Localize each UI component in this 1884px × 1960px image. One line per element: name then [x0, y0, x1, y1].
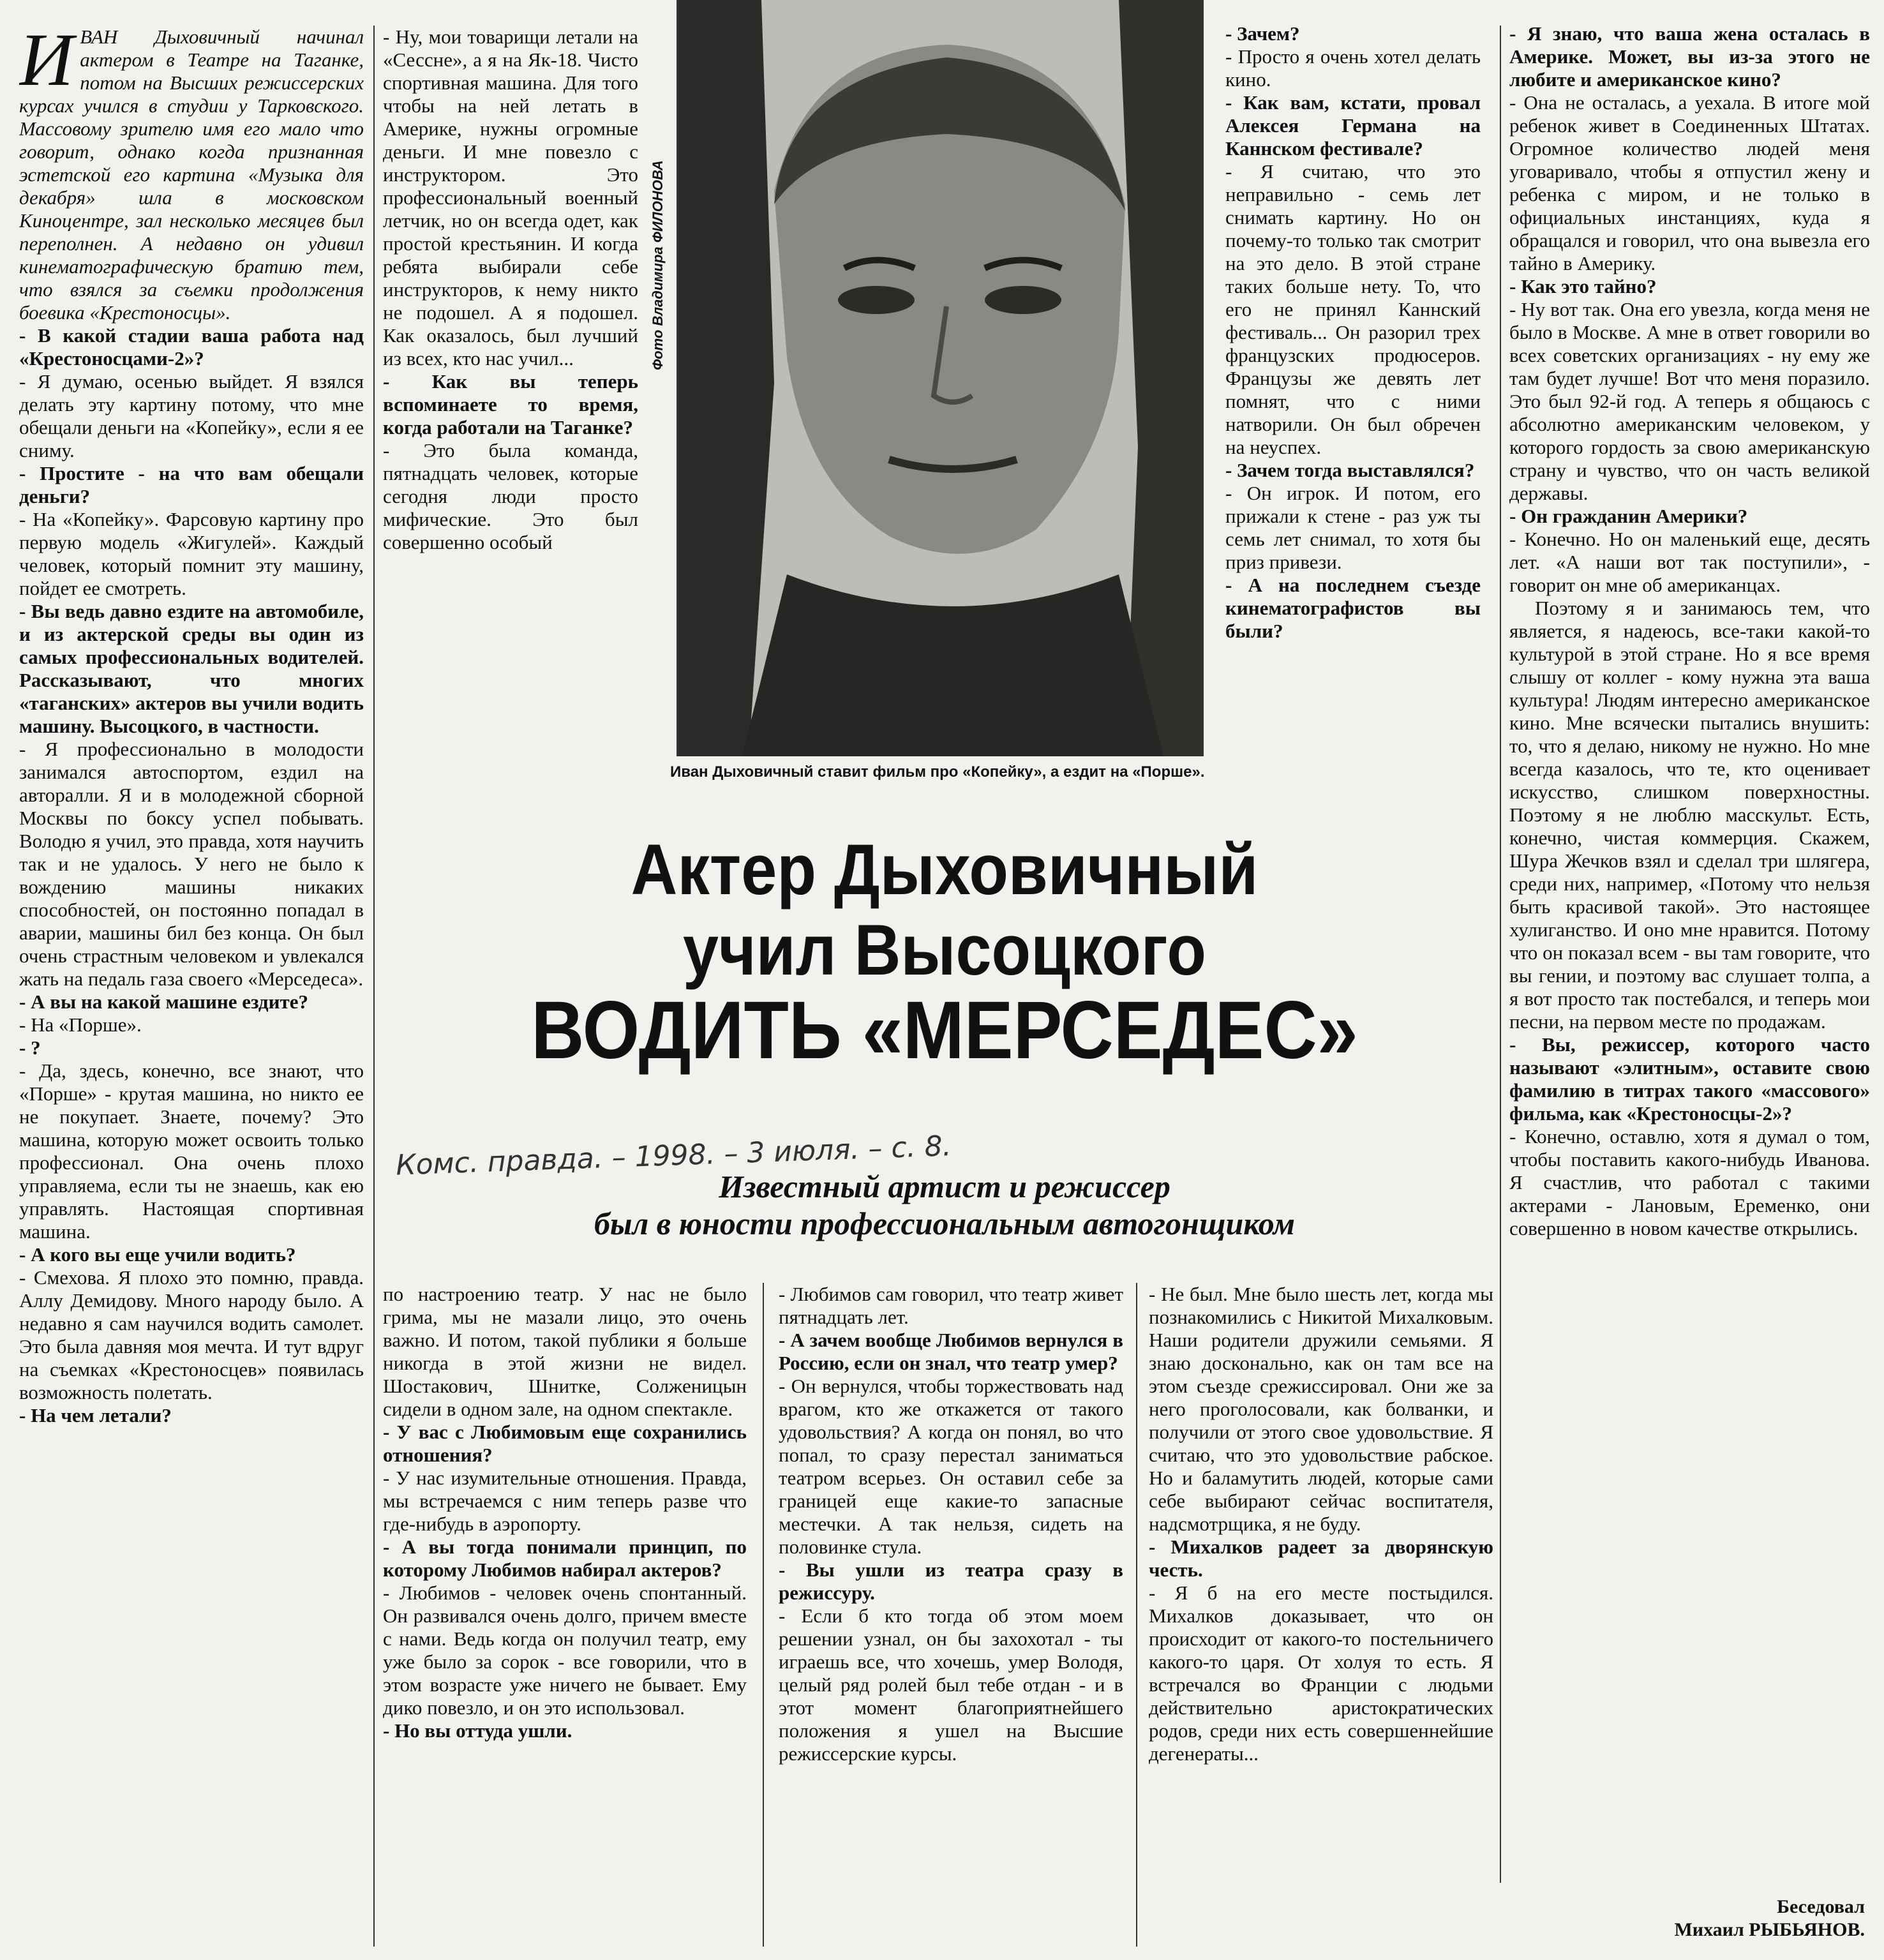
question: - Он гражданин Америки?	[1509, 505, 1748, 527]
intro-paragraph: ВАН Дыховичный начинал актером в Театре на Таганке, потом на Высших режиссерских курсах учился в студии у Тарковского. Массовому зрителю имя его мало что говорит, однако когда признанная эстетской его картина «Музыка для декабря» шла в московском Киноцентре, зал несколько месяцев был переполнен. А недавно он удивил кинематографическую братию тем, что взялся за съемки продолжения боевика «Крестоносцы».	[19, 26, 364, 324]
dropcap: И	[19, 26, 74, 101]
answer: - Ну, мои товарищи летали на «Сессне», а я на Як-18. Чисто спортивная машина. Для того чтобы на ней летать в Америке, нужны огромные деньги. И мне повезло с инструктором. Это профессиональный военный летчик, но он всегда одет, как простой крестьянин. И когда ребята выбирали себе инструкторов, к нему никто не подошел. А я подошел. Как оказалось, был лучший из всех, кто нас учил...	[383, 26, 638, 370]
column-1	[19, 26, 364, 1953]
column-rule	[1500, 26, 1501, 1883]
question: - ?	[19, 1036, 41, 1059]
answer: - Это была команда, пятнадцать человек, которые сегодня люди просто мифические. Это был совершенно особый	[383, 439, 638, 553]
column-2-lower	[383, 1283, 747, 1953]
answer: - Она не осталась, а уехала. В итоге мой ребенок живет в Соединенных Штатах. Огромное количество людей меня уговаривало, чтобы я отпустил жену и ребенка с миром, и не только в официальных инстанциях, куда я обращался и говорил, что она вывезла его тайно в Америку.	[1509, 91, 1870, 274]
column-rule	[1136, 1283, 1137, 1947]
question: - У вас с Любимовым еще сохранились отношения?	[383, 1421, 747, 1466]
question: - Простите - на что вам обещали деньги?	[19, 462, 364, 507]
question: - В какой стадии ваша работа над «Крестоносцами-2»?	[19, 324, 364, 370]
headline-line-1: Актер Дыховичный	[631, 830, 1259, 909]
signature-line-2: Михаил РЫБЬЯНОВ.	[1674, 1919, 1865, 1940]
portrait-photo	[677, 0, 1204, 756]
answer: - Я думаю, осенью выйдет. Я взялся делать эту картину потому, что мне обещали деньги на «Копейку», если я ее сниму.	[19, 370, 364, 461]
question: - Вы ушли из театра сразу в режиссуру.	[779, 1559, 1123, 1604]
question: - А зачем вообще Любимов вернулся в Россию, если он знал, что театр умер?	[779, 1329, 1123, 1374]
handwritten-note: Комс. правда. – 1998. – 3 июля. – с. 8.	[395, 1130, 952, 1182]
question: - Как вам, кстати, провал Алексея Германа на Каннском фестивале?	[1225, 91, 1481, 160]
answer: - Конечно, оставлю, хотя я думал о том, чтобы поставить какого-нибудь Иванова. Я счастлив, что работал с такими актерами - Лановым, Еременко, они совершенно в новом качестве открылись.	[1509, 1125, 1870, 1239]
answer: - Да, здесь, конечно, все знают, что «Порше» - крутая машина, но никто ее не покупает. Знаете, почему? Это машина, которую может освоить только профессионал. Она очень плохо управляема, если ты не знаешь, как ею управлять. Настоящая спортивная машина.	[19, 1059, 364, 1243]
answer: - Я б на его месте постыдился. Михалков доказывает, что он происходит от какого-то постельничего какого-то царя. От холуя то есть. Я встречался во Франции с людьми действительно аристократических родов, среди них есть совершеннейшие дегенераты...	[1149, 1582, 1493, 1765]
answer: - Любимов сам говорил, что театр живет пятнадцать лет.	[779, 1283, 1123, 1328]
subheadline-line-1: Известный артист и режиссер	[719, 1169, 1170, 1204]
signature-line-1: Беседовал	[1777, 1896, 1865, 1917]
answer: - Он вернулся, чтобы торжествовать над врагом, кто же откажется от такого удовольствия? А когда он понял, во что попал, то сразу перестал заниматься театром всерьез. Он оставил себе за границей еще какие-то запасные местечки. А так нельзя, сидеть на половинке стула.	[779, 1375, 1123, 1558]
column-3-lower	[779, 1283, 1123, 1953]
answer: - Если б кто тогда об этом моем решении узнал, он бы захохотал - ты играешь все, что хочешь, умер Володя, целый ряд ролей был тебе отдан - и в этот момент благоприятнейшего положения я ушел на Высшие режиссерские курсы.	[779, 1605, 1123, 1765]
column-4-lower	[1149, 1283, 1493, 1953]
answer: - Просто я очень хотел делать кино.	[1225, 45, 1481, 91]
answer: - На «Копейку». Фарсовую картину про первую модель «Жигулей». Каждый человек, который помнит эту машину, пойдет ее смотреть.	[19, 508, 364, 599]
subheadline-line-2: был в юности профессиональным автогонщиком	[594, 1206, 1296, 1241]
answer: - На «Порше».	[19, 1014, 142, 1036]
question: - Вы ведь давно ездите на автомобиле, и из актерской среды вы один из самых профессиональных водителей. Рассказывают, что многих «таганских» актеров вы учили водить машину. Высоцкого, в частности.	[19, 600, 364, 737]
headline	[451, 830, 1439, 1076]
photo-credit: Фото Владимира ФИЛОНОВА	[650, 160, 666, 370]
column-2-upper	[383, 26, 638, 823]
answer: - Я профессионально в молодости занимался автоспортом, ездил на авторалли. Я и в молодежной сборной Москвы по боксу успел побывать. Володю я учил, это правда, хотя научить так и не удалось. У него не было к вождению машины никаких способностей, он постоянно попадал в аварии, машины бил без конца. Он был очень страстным человеком и увлекался жать на педаль газа своего «Мерседеса».	[19, 738, 364, 990]
question: - Как это тайно?	[1509, 275, 1657, 297]
answer: - Я считаю, что это неправильно - семь лет снимать картину. Но он почему-то только так смотрит на это дело. В этой стране таких больше нету. То, что его не принял Каннский фестиваль... Он разорил трех французских продюсеров. Французы же девять лет помнят, что с ними натворили. Он был обречен на неуспех.	[1225, 160, 1481, 458]
question: - Зачем тогда выставлялся?	[1225, 459, 1475, 481]
question: - А вы тогда понимали принцип, по которому Любимов набирал актеров?	[383, 1536, 747, 1581]
photo-caption: Иван Дыховичный ставит фильм про «Копейку», а ездит на «Порше».	[670, 763, 1205, 781]
column-rule	[373, 26, 375, 1947]
answer: - Конечно. Но он маленький еще, десять лет. «А наши вот так поступили», - говорит он мне об американцах.	[1509, 528, 1870, 596]
answer: по настроению театр. У нас не было грима, мы не мазали лицо, это очень важно. И потом, такой публики я больше никогда в этой жизни не видел. Шостакович, Шнитке, Солженицын сидели в одном зале, на одном спектакле.	[383, 1283, 747, 1420]
column-rule	[763, 1283, 764, 1947]
question: - Михалков радеет за дворянскую честь.	[1149, 1536, 1493, 1581]
question: - А кого вы еще учили водить?	[19, 1243, 296, 1266]
column-5	[1509, 22, 1870, 1886]
question: - А вы на какой машине ездите?	[19, 991, 308, 1013]
headline-line-2: учил Высоцкого	[683, 910, 1206, 990]
answer: - Ну вот так. Она его увезла, когда меня не было в Москве. А мне в ответ говорили во всех советских организациях - ну ему же там будет лучше! Вот что меня поразило. Это был 92-й год. А теперь я общаюсь с абсолютно американским человеком, у которого гордость за свою американскую страну и чувство, что он часть великой державы.	[1509, 298, 1870, 504]
answer: - Любимов - человек очень спонтанный. Он развивался очень долго, причем вместе с нами. Ведь когда он получил театр, ему уже было за сорок - все говорили, что в этом возрасте уже ничего не бывает. Ему дико повезло, и он это использовал.	[383, 1582, 747, 1719]
question: - Как вы теперь вспоминаете то время, когда работали на Таганке?	[383, 370, 638, 438]
author-signature	[1418, 1896, 1865, 1941]
question: - Вы, режиссер, которого часто называют «элитным», оставите свою фамилию в титрах такого «массового» фильма, как «Крестоносцы-2»?	[1509, 1033, 1870, 1125]
question: - Но вы оттуда ушли.	[383, 1719, 572, 1742]
question: - Я знаю, что ваша жена осталась в Америке. Может, вы из-за этого не любите и американское кино?	[1509, 22, 1870, 91]
column-4-upper	[1225, 22, 1481, 827]
question: - На чем летали?	[19, 1404, 172, 1426]
headline-line-3: ВОДИТЬ «МЕРСЕДЕС»	[531, 985, 1358, 1076]
answer: Поэтому я и занимаюсь тем, что является, я надеюсь, все-таки какой-то культурой в этой стране. Но я все время слышу от коллег - кому нужна эта ваша культура! Людям интересно американское кино. Мне всячески пытались внушить: то, что я делаю, никому не нужно. Но мне всегда казалось, что те, кто оценивает искусство, слишком поверхностны. Поэтому я не люблю масскульт. Есть, конечно, чистая коммерция. Скажем, Шура Жечков взял и сделал три шлягера, среди них, например, «Потому что нельзя быть красивой такой». Это настоящее хулиганство. И оно мне нравится. Потому что он показал всем - вы там говорите, что вы гении, и поэтому вас слушает толпа, а я вот просто так постебался, и теперь мои песни, на первом месте по продажам.	[1509, 597, 1870, 1033]
question: - А на последнем съезде кинематографистов вы были?	[1225, 574, 1481, 642]
question: - Зачем?	[1225, 22, 1300, 45]
answer: - У нас изумительные отношения. Правда, мы встречаемся с ним теперь разве что где-нибудь в аэропорту.	[383, 1467, 747, 1535]
answer: - Не был. Мне было шесть лет, когда мы познакомились с Никитой Михалковым. Наши родители дружили семьями. Я знаю досконально, как он там все на этом съезде срежиссировал. Они же за него проголосовали, как болванки, и получили от этого свое удовольствие. Я считаю, что это удовольствие рабское. Но и баламутить людей, которые сами себе выбирают сейчас воспитателя, надсмотрщика, я не буду.	[1149, 1283, 1493, 1535]
subheadline	[396, 1168, 1493, 1242]
answer: - Смехова. Я плохо это помню, правда. Аллу Демидову. Много народу было. А недавно я сам научился водить самолет. Это была давняя моя мечта. И тут вдруг на съемках «Крестоносцев» появилась возможность полетать.	[19, 1266, 364, 1403]
answer: - Он игрок. И потом, его прижали к стене - раз уж ты семь лет снимал, то хотя бы приз привези.	[1225, 482, 1481, 573]
